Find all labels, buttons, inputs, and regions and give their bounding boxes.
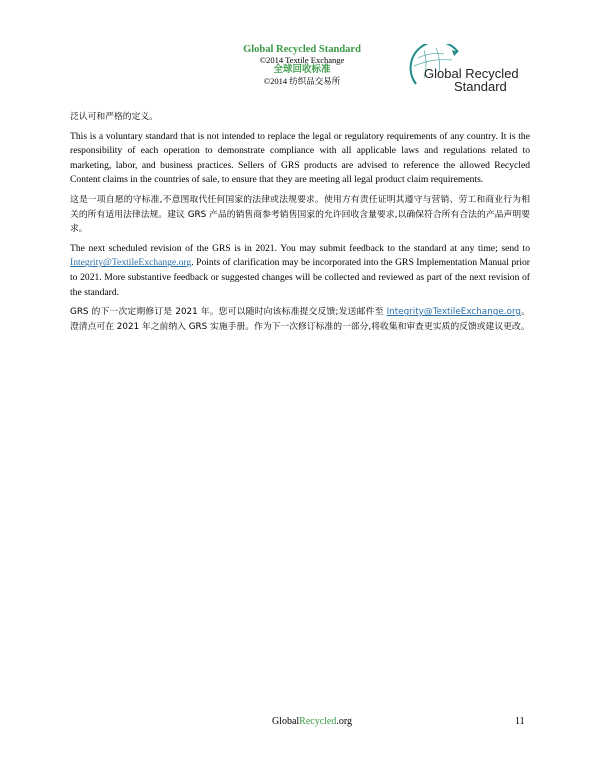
- paragraph-cn-intro: 泛认可和严格的定义。: [70, 112, 158, 122]
- paragraph-revision: [70, 242, 530, 300]
- page-content: [70, 110, 530, 339]
- paragraph-disclaimer-cn: 这是一项自愿的守标准,不意图取代任何国家的法律或法规要求。使用方有责任证明其遵守与营销、劳工和商业行为相关的所有适用法律法规。建议 GRS 产品的销售商参考销售国家的允许回收含量要求,以确保符合所有合法的产品声明要求。: [70, 194, 530, 235]
- header-copyright-cn: ©2014 纺织品交易所: [263, 76, 341, 86]
- integrity-email-link-cn[interactable]: Integrity@TextileExchange.org: [386, 307, 521, 318]
- header-title-cn: 全球回收标准: [273, 65, 331, 75]
- footer-url[interactable]: [262, 716, 362, 727]
- grs-logo: [398, 44, 528, 99]
- revision-cn-text-b: 。澄清点可在 2021 年之前纳入 GRS 实施手册。作为下一次修订标准的一部分,将收集和审查更实质的反馈或建议更改。: [70, 307, 530, 332]
- logo-line1: Global Recycled: [424, 66, 519, 81]
- footer-url-mid: Recycled: [299, 716, 337, 727]
- header-copyright: ©2014 Textile Exchange: [259, 55, 345, 65]
- revision-text-b: . Points of clarification may be incorporated into the GRS Implementation Manual prior to 2021. More substantive feedback or suggested changes will be collected and reviewed as part of the next revision of the standard.: [70, 257, 530, 298]
- footer-url-prefix: Global: [271, 716, 300, 727]
- integrity-email-link[interactable]: Integrity@TextileExchange.org: [70, 257, 192, 269]
- paragraph-revision-cn: [70, 305, 530, 334]
- page-number: 11: [515, 716, 525, 727]
- header-text: [232, 44, 372, 86]
- logo-line2: Standard: [454, 79, 507, 94]
- footer-url-suffix: .org: [336, 716, 353, 727]
- revision-text-a: The next scheduled revision of the GRS is in 2021. You may submit feedback to the standard at any time; send to: [70, 242, 530, 254]
- paragraph-disclaimer: This is a voluntary standard that is not intended to replace the legal or regulatory requirements of any country. It is the responsibility of each operation to demonstrate compliance with all applicable laws and regulations related to marketing, labor, and business practices. Sellers of GRS products are advised to reference the allowed Recycled Content claims in the countries of sale, to ensure that they are meeting all legal product claim requirements.: [70, 130, 530, 186]
- revision-cn-text-a: GRS 的下一次定期修订是 2021 年。您可以随时向该标准提交反馈;发送邮件至: [70, 307, 387, 318]
- header-title: Global Recycled Standard: [243, 44, 361, 55]
